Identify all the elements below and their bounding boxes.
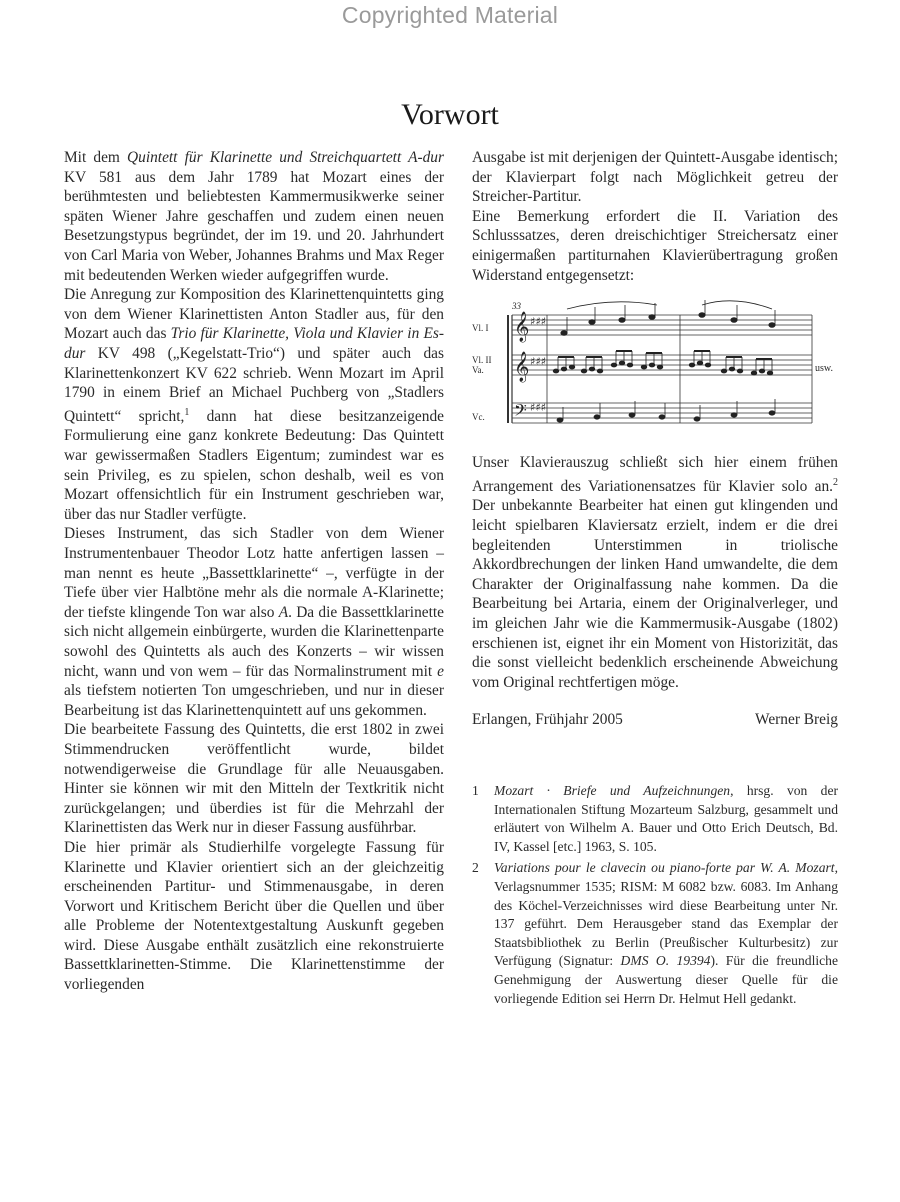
footnote-number: 2 xyxy=(472,860,479,876)
footnotes xyxy=(472,782,838,1008)
footnote-ref: 1 xyxy=(184,406,190,418)
svg-text:𝄞: 𝄞 xyxy=(514,352,530,383)
text-span: Die Anregung zur Komposition des Klarinettenquintetts ging von dem Wiener Klarinettisten Anton Stadler aus, für den Mozart auch das xyxy=(64,286,444,343)
footnote xyxy=(472,782,838,856)
text-span: ). Für die freundliche Genehmigung der Auswertung dieser Quelle für die vorliegende Edition sei Herrn Dr. Helmut Hell gedankt. xyxy=(494,953,838,1006)
italic-span: A xyxy=(278,603,289,621)
continuation-mark: usw. xyxy=(815,363,833,375)
staff-label: Vc. xyxy=(472,412,485,423)
italic-span: Mozart · Briefe und Aufzeichnungen xyxy=(494,783,731,798)
footnote-text xyxy=(494,859,838,1008)
svg-text:𝄞: 𝄞 xyxy=(514,312,530,343)
text-span: Die hier primär als Studierhilfe vorgelegte Fassung für Klarinette und Klavier orientiert sich an der gleichzeitig erscheinenden Partitur- und Stimmenausgabe, in deren Vorwort und Kritischem Bericht über die Quellen und über alle Probleme der Notentextgestaltung Auskunft gegeben wird. Diese Ausgabe enthält zusätzlich eine rekonstruierte Bassettklarinetten-Stimme. Die Klarinettenstimme der vorliegenden xyxy=(64,838,444,994)
text-span: Ausgabe ist mit derjenigen der Quintett-Ausgabe identisch; der Klavierpart folgt nach Möglichkeit getreu der Streicher-Partitur. xyxy=(472,149,838,206)
svg-text:♯♯♯: ♯♯♯ xyxy=(530,355,546,369)
text-span: , hrsg. von der Internationalen Stiftung Mozarteum Salzburg, gesammelt und erläutert von Wilhelm A. Bauer und Otto Erich Deutsch, Bd. IV, Kassel [etc.] 1963, S. 105. xyxy=(494,783,838,854)
text-span: KV 581 aus dem Jahr 1789 hat Mozart eines der berühmtesten und beliebtesten Kammermusikwerke seiner späten Wiener Jahre geschaffen und zudem einen neuen Besetzungstypus begründet, der im 19. und 20. Jahrhundert von Carl Maria von Weber, Johannes Brahms und Max Reger mit bedeutenden Werken wieder aufgegriffen wurde. xyxy=(64,168,444,284)
footnote-number: 1 xyxy=(472,783,479,798)
footnote-text xyxy=(494,782,838,856)
text-span: dann hat diese besitzanzeigende Formulierung eine ganz konkrete Bedeutung: Das Quintett war gewissermaßen Stadlers Eigentum; zumindest war es sein Privileg, es zu spielen, schon deshalb, weil es von Mozart offensichtlich für ein Instrument geschrieben war, über das nur Stadler verfügte. xyxy=(64,407,444,523)
staff-label: Vl. II Va. xyxy=(472,355,492,376)
text-span: Der unbekannte Bearbeiter hat einen gut klingenden und leicht spielbaren Klaviersatz erzielt, indem er die drei begleitenden Unterstimmen in triolische Akkordbrechungen der linken Hand umwandelte, die dem Charakter der Originalfassung nahe kommen. Da die Bearbeitung bei Artaria, einem der Originalverleger, und im gleichen Jahr wie die Kammermusik-Ausgabe (1802) erschienen ist, eignet ihr ein Moment von Historizität, das die sonst vielleicht bedenklich erscheinende Abweichung vom Original rechtfertigen möge. xyxy=(472,497,838,691)
svg-text:𝄢: 𝄢 xyxy=(514,400,527,425)
signature-line xyxy=(472,710,838,730)
right-column xyxy=(472,148,838,1011)
text-span: Dieses Instrument, das sich Stadler von dem Wiener Instrumentenbauer Theodor Lotz hatte anfertigen lassen – man nennt es heute „Bassettklarinette“ –, verfügte in der Tiefe über vier Halbtöne mehr als die normale A-Klarinette; der tiefste klingende Ton war also xyxy=(64,525,444,621)
text-span: als tiefstem notierten Ton umgeschrieben, und nur in dieser Bearbeitung ist das Klarinettenquintett auf uns gekommen. xyxy=(64,682,444,719)
svg-text:♯♯♯: ♯♯♯ xyxy=(530,401,546,415)
score-excerpt xyxy=(472,295,838,445)
author-name: Werner Breig xyxy=(755,711,838,729)
page-title: Vorwort xyxy=(401,98,499,131)
paragraph xyxy=(64,148,444,285)
paragraph xyxy=(64,720,444,838)
text-span: KV 498 („Kegelstatt-Trio“) und später auch das Klarinettenkonzert KV 622 schrieb. Wenn Mozart im April 1790 in einem Brief an Michael Puchberg von „Stadlers Quintett“ spricht, xyxy=(64,344,444,425)
text-span: , Verlagsnummer 1535; RISM: M 6082 bzw. 6083. Im Anhang des Köchel-Verzeichnisses wird diese Bearbeitung unter Nr. 137 geführt. Dem Herausgeber stand das Exemplar der Staatsbibliothek zu Berlin (Preußischer Kulturbesitz) zur Verfügung (Signatur: xyxy=(494,860,838,969)
text-span: Unser Klavierauszug schließt sich hier einem frühen Arrangement des Variationensatzes für Klavier solo an. xyxy=(472,454,838,495)
left-column xyxy=(64,148,444,995)
italic-span: Quintett für Klarinette und Streichquartett A-dur xyxy=(127,149,444,166)
staff-label: Vl. I xyxy=(472,323,489,334)
text-span: Die bearbeitete Fassung des Quintetts, die erst 1802 in zwei Stimmendrucken veröffentlicht wurde, bildet notwendigerweise die Grundlage für alle Neuausgaben. Hinter sie können wir mit den Mitteln der Textkritik nicht zurückgelangen; und überdies ist für die Mehrzahl der Klarinettisten das Werk nur in dieser Fassung ausführbar. xyxy=(64,721,444,837)
svg-text:♯♯♯: ♯♯♯ xyxy=(530,315,546,329)
text-span: Eine Bemerkung erfordert die II. Variation des Schlusssatzes, deren dreischichtiger Streichersatz einer einigermaßen partiturnahen Klavierübertragung großen Widerstand entgegensetzt: xyxy=(472,207,838,284)
italic-span: e xyxy=(437,662,444,680)
music-notation-example xyxy=(472,295,838,445)
italic-span: Variations pour le clavecin ou piano-forte par W. A. Mozart xyxy=(494,860,835,876)
paragraph xyxy=(64,285,444,524)
text-span: . Da die Bassettklarinette sich nicht allgemein einbürgerte, wurden die Klarinettenparte sowohl des Quintetts als auch des Konzerts – wir wissen nicht, wann und von wem – für das Normalinstrument mit xyxy=(64,603,444,680)
paragraph xyxy=(64,838,444,995)
footnote xyxy=(472,859,838,1008)
text-span: Mit dem xyxy=(64,149,128,166)
place-date: Erlangen, Frühjahr 2005 xyxy=(472,711,623,729)
measure-number: 33 xyxy=(512,301,521,312)
italic-span: Trio für Klarinette, Viola und Klavier in Es-dur xyxy=(64,325,445,362)
paragraph xyxy=(472,207,838,285)
copyright-watermark: Copyrighted Material xyxy=(341,2,559,28)
footnote-ref: 2 xyxy=(833,476,838,488)
paragraph xyxy=(472,148,838,207)
paragraph xyxy=(64,524,444,720)
paragraph xyxy=(472,453,838,692)
italic-span: DMS O. 19394 xyxy=(620,953,711,969)
